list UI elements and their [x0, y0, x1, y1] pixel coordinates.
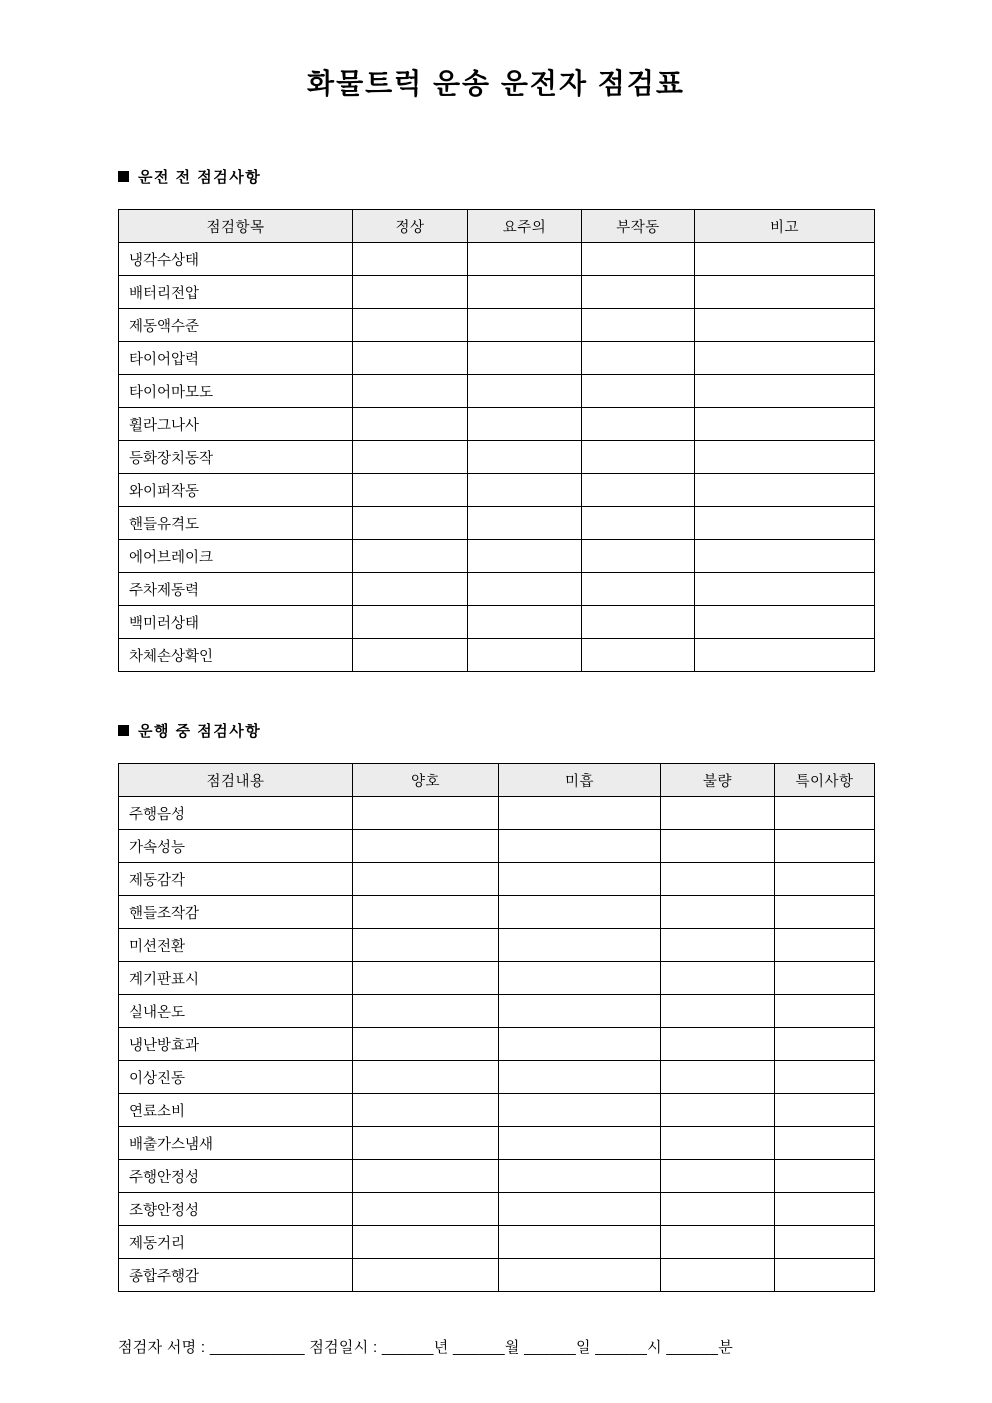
table-row [119, 929, 875, 962]
checkbox-cell-good[interactable] [353, 1193, 499, 1226]
table-row [119, 1193, 875, 1226]
checkbox-cell-good[interactable] [353, 929, 499, 962]
checkbox-cell-good[interactable] [353, 830, 499, 863]
checkbox-cell-poor[interactable] [661, 1028, 775, 1061]
section-heading-pre-drive [0, 102, 992, 187]
checkbox-cell-caution[interactable] [468, 342, 582, 375]
section-heading-in-drive [0, 672, 992, 741]
inspection-item-label: 주차제동력 [119, 573, 353, 606]
remarks-cell[interactable] [695, 507, 875, 540]
checkbox-cell-normal[interactable] [353, 441, 468, 474]
column-header-normal: 정상 [353, 210, 468, 243]
column-header-content: 점검내용 [119, 764, 353, 797]
checkbox-cell-insufficient[interactable] [499, 1127, 661, 1160]
checkbox-cell-good[interactable] [353, 962, 499, 995]
checkbox-cell-caution[interactable] [468, 276, 582, 309]
inspection-item-label: 냉난방효과 [119, 1028, 353, 1061]
checkbox-cell-poor[interactable] [661, 1259, 775, 1292]
checkbox-cell-poor[interactable] [661, 995, 775, 1028]
inspection-item-label: 휠라그나사 [119, 408, 353, 441]
notes-cell[interactable] [775, 830, 875, 863]
inspection-item-label: 제동거리 [119, 1226, 353, 1259]
column-header-caution: 요주의 [468, 210, 582, 243]
inspection-item-label: 주행음성 [119, 797, 353, 830]
checkbox-cell-poor[interactable] [661, 1160, 775, 1193]
checkbox-cell-normal[interactable] [353, 342, 468, 375]
table-header-row [119, 210, 875, 243]
checkbox-cell-normal[interactable] [353, 540, 468, 573]
table-row [119, 309, 875, 342]
checkbox-cell-normal[interactable] [353, 309, 468, 342]
checkbox-cell-normal[interactable] [353, 408, 468, 441]
checkbox-cell-caution[interactable] [468, 573, 582, 606]
remarks-cell[interactable] [695, 243, 875, 276]
notes-cell[interactable] [775, 1094, 875, 1127]
table-header-row [119, 764, 875, 797]
remarks-cell[interactable] [695, 375, 875, 408]
checkbox-cell-good[interactable] [353, 1259, 499, 1292]
notes-cell[interactable] [775, 1226, 875, 1259]
checkbox-cell-poor[interactable] [661, 929, 775, 962]
checkbox-cell-insufficient[interactable] [499, 797, 661, 830]
checkbox-cell-normal[interactable] [353, 606, 468, 639]
inspection-item-label: 계기판표시 [119, 962, 353, 995]
notes-cell[interactable] [775, 1061, 875, 1094]
table-row [119, 243, 875, 276]
checkbox-cell-caution[interactable] [468, 606, 582, 639]
table-row [119, 507, 875, 540]
checkbox-cell-normal[interactable] [353, 276, 468, 309]
table-row [119, 1127, 875, 1160]
checkbox-cell-caution[interactable] [468, 639, 582, 672]
checkbox-cell-good[interactable] [353, 1094, 499, 1127]
checkbox-cell-poor[interactable] [661, 830, 775, 863]
checkbox-cell-malfunction[interactable] [582, 408, 695, 441]
checkbox-cell-good[interactable] [353, 863, 499, 896]
checkbox-cell-malfunction[interactable] [582, 276, 695, 309]
notes-cell[interactable] [775, 929, 875, 962]
table-row [119, 573, 875, 606]
checkbox-cell-good[interactable] [353, 1226, 499, 1259]
checkbox-cell-insufficient[interactable] [499, 1226, 661, 1259]
checkbox-cell-insufficient[interactable] [499, 1160, 661, 1193]
filled-square-bullet-icon [118, 725, 129, 736]
signature-and-datetime-line: 점검자 서명 : ___________ 점검일시 : ______년 ______월 ______일 ______시 ______분 [118, 1339, 734, 1356]
table-row [119, 375, 875, 408]
remarks-cell[interactable] [695, 408, 875, 441]
checkbox-cell-poor[interactable] [661, 863, 775, 896]
checkbox-cell-caution[interactable] [468, 408, 582, 441]
checkbox-cell-caution[interactable] [468, 441, 582, 474]
checkbox-cell-normal[interactable] [353, 573, 468, 606]
checkbox-cell-malfunction[interactable] [582, 375, 695, 408]
table-row [119, 830, 875, 863]
column-header-malfunction: 부작동 [582, 210, 695, 243]
checkbox-cell-insufficient[interactable] [499, 1028, 661, 1061]
table-row [119, 896, 875, 929]
checkbox-cell-malfunction[interactable] [582, 639, 695, 672]
inspection-item-label: 냉각수상태 [119, 243, 353, 276]
column-header-insufficient: 미흡 [499, 764, 661, 797]
column-header-poor: 불량 [661, 764, 775, 797]
checkbox-cell-insufficient[interactable] [499, 896, 661, 929]
remarks-cell[interactable] [695, 540, 875, 573]
table-row [119, 863, 875, 896]
filled-square-bullet-icon [118, 171, 129, 182]
table-row [119, 441, 875, 474]
table-row [119, 639, 875, 672]
column-header-notes: 특이사항 [775, 764, 875, 797]
table-row [119, 342, 875, 375]
checkbox-cell-good[interactable] [353, 1028, 499, 1061]
column-header-good: 양호 [353, 764, 499, 797]
notes-cell[interactable] [775, 1160, 875, 1193]
in-drive-checklist-table [118, 763, 875, 1292]
checkbox-cell-malfunction[interactable] [582, 573, 695, 606]
checkbox-cell-insufficient[interactable] [499, 1259, 661, 1292]
notes-cell[interactable] [775, 995, 875, 1028]
notes-cell[interactable] [775, 1193, 875, 1226]
checkbox-cell-poor[interactable] [661, 1193, 775, 1226]
remarks-cell[interactable] [695, 276, 875, 309]
checkbox-cell-good[interactable] [353, 995, 499, 1028]
checkbox-cell-malfunction[interactable] [582, 243, 695, 276]
inspection-item-label: 제동감각 [119, 863, 353, 896]
table-row [119, 408, 875, 441]
table-row [119, 474, 875, 507]
checkbox-cell-insufficient[interactable] [499, 1094, 661, 1127]
remarks-cell[interactable] [695, 573, 875, 606]
inspection-item-label: 제동액수준 [119, 309, 353, 342]
section-heading-pre-drive-label: 운전 전 점검사항 [138, 169, 262, 186]
checkbox-cell-malfunction[interactable] [582, 540, 695, 573]
checkbox-cell-caution[interactable] [468, 375, 582, 408]
column-header-item: 점검항목 [119, 210, 353, 243]
inspection-item-label: 타이어마모도 [119, 375, 353, 408]
section-heading-in-drive-label: 운행 중 점검사항 [138, 723, 262, 740]
table-row [119, 797, 875, 830]
table-row [119, 1226, 875, 1259]
inspection-item-label: 등화장치동작 [119, 441, 353, 474]
inspection-item-label: 조향안정성 [119, 1193, 353, 1226]
checkbox-cell-insufficient[interactable] [499, 830, 661, 863]
inspection-item-label: 타이어압력 [119, 342, 353, 375]
inspection-item-label: 에어브레이크 [119, 540, 353, 573]
notes-cell[interactable] [775, 797, 875, 830]
checkbox-cell-caution[interactable] [468, 243, 582, 276]
inspection-item-label: 미션전환 [119, 929, 353, 962]
remarks-cell[interactable] [695, 441, 875, 474]
checkbox-cell-malfunction[interactable] [582, 342, 695, 375]
inspection-item-label: 종합주행감 [119, 1259, 353, 1292]
checkbox-cell-poor[interactable] [661, 1127, 775, 1160]
checkbox-cell-malfunction[interactable] [582, 507, 695, 540]
checkbox-cell-poor[interactable] [661, 1061, 775, 1094]
checkbox-cell-good[interactable] [353, 896, 499, 929]
checkbox-cell-normal[interactable] [353, 474, 468, 507]
checkbox-cell-poor[interactable] [661, 896, 775, 929]
inspection-item-label: 백미러상태 [119, 606, 353, 639]
remarks-cell[interactable] [695, 474, 875, 507]
remarks-cell[interactable] [695, 639, 875, 672]
checkbox-cell-insufficient[interactable] [499, 863, 661, 896]
checkbox-cell-insufficient[interactable] [499, 995, 661, 1028]
checkbox-cell-insufficient[interactable] [499, 929, 661, 962]
notes-cell[interactable] [775, 863, 875, 896]
checkbox-cell-malfunction[interactable] [582, 441, 695, 474]
inspection-item-label: 배출가스냄새 [119, 1127, 353, 1160]
checkbox-cell-insufficient[interactable] [499, 1061, 661, 1094]
checkbox-cell-poor[interactable] [661, 962, 775, 995]
checkbox-cell-caution[interactable] [468, 507, 582, 540]
notes-cell[interactable] [775, 1028, 875, 1061]
table-row [119, 1094, 875, 1127]
table-row [119, 962, 875, 995]
checkbox-cell-good[interactable] [353, 1160, 499, 1193]
table-row [119, 606, 875, 639]
checkbox-cell-malfunction[interactable] [582, 606, 695, 639]
checkbox-cell-normal[interactable] [353, 375, 468, 408]
checkbox-cell-normal[interactable] [353, 243, 468, 276]
inspection-item-label: 와이퍼작동 [119, 474, 353, 507]
table-row [119, 1160, 875, 1193]
notes-cell[interactable] [775, 962, 875, 995]
table-row [119, 276, 875, 309]
table-row [119, 1028, 875, 1061]
checkbox-cell-caution[interactable] [468, 540, 582, 573]
inspection-item-label: 실내온도 [119, 995, 353, 1028]
checkbox-cell-normal[interactable] [353, 507, 468, 540]
remarks-cell[interactable] [695, 342, 875, 375]
inspection-item-label: 핸들유격도 [119, 507, 353, 540]
remarks-cell[interactable] [695, 309, 875, 342]
page-title: 화물트럭 운송 운전자 점검표 [307, 68, 685, 99]
checkbox-cell-poor[interactable] [661, 1226, 775, 1259]
inspection-item-label: 주행안정성 [119, 1160, 353, 1193]
remarks-cell[interactable] [695, 606, 875, 639]
checkbox-cell-insufficient[interactable] [499, 1193, 661, 1226]
checkbox-cell-malfunction[interactable] [582, 309, 695, 342]
table-row [119, 1259, 875, 1292]
inspection-item-label: 이상진동 [119, 1061, 353, 1094]
column-header-remarks: 비고 [695, 210, 875, 243]
checkbox-cell-malfunction[interactable] [582, 474, 695, 507]
inspection-item-label: 가속성능 [119, 830, 353, 863]
checkbox-cell-good[interactable] [353, 1127, 499, 1160]
inspection-item-label: 배터리전압 [119, 276, 353, 309]
notes-cell[interactable] [775, 1259, 875, 1292]
checkbox-cell-good[interactable] [353, 797, 499, 830]
table-row [119, 995, 875, 1028]
checkbox-cell-poor[interactable] [661, 1094, 775, 1127]
checkbox-cell-poor[interactable] [661, 797, 775, 830]
checkbox-cell-insufficient[interactable] [499, 962, 661, 995]
checkbox-cell-normal[interactable] [353, 639, 468, 672]
checkbox-cell-caution[interactable] [468, 309, 582, 342]
pre-drive-checklist-table [118, 209, 875, 672]
table-row [119, 540, 875, 573]
notes-cell[interactable] [775, 1127, 875, 1160]
inspection-item-label: 연료소비 [119, 1094, 353, 1127]
checkbox-cell-good[interactable] [353, 1061, 499, 1094]
table-row [119, 1061, 875, 1094]
inspection-item-label: 핸들조작감 [119, 896, 353, 929]
inspection-item-label: 차체손상확인 [119, 639, 353, 672]
notes-cell[interactable] [775, 896, 875, 929]
checkbox-cell-caution[interactable] [468, 474, 582, 507]
